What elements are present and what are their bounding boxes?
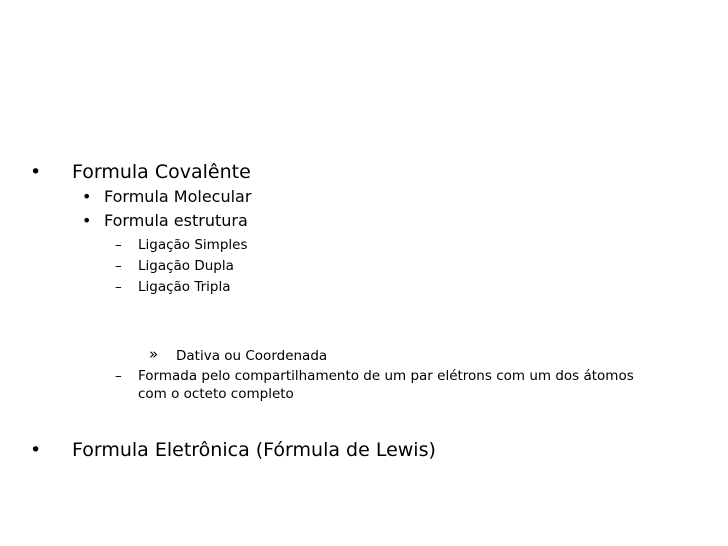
- bullet-dot-icon: •: [82, 187, 92, 206]
- bullet-dot-icon: •: [30, 439, 42, 461]
- item-formula-covalente: Formula Covalênte: [72, 161, 251, 183]
- item-formada-line2: com o octeto completo: [138, 386, 294, 402]
- bullet-dash-icon: –: [115, 237, 122, 253]
- item-formula-molecular: Formula Molecular: [104, 187, 252, 206]
- bullet-dot-icon: •: [30, 161, 42, 183]
- item-ligacao-simples: Ligação Simples: [138, 237, 248, 253]
- item-ligacao-dupla: Ligação Dupla: [138, 258, 234, 274]
- bullet-dash-icon: –: [115, 368, 122, 384]
- bullet-dot-icon: •: [82, 211, 92, 230]
- item-dativa-coordenada: Dativa ou Coordenada: [176, 348, 328, 364]
- item-formula-estrutura: Formula estrutura: [104, 211, 248, 230]
- bullet-dash-icon: –: [115, 279, 122, 295]
- bullet-dash-icon: –: [115, 258, 122, 274]
- item-formula-eletronica: Formula Eletrônica (Fórmula de Lewis): [72, 439, 436, 461]
- item-ligacao-tripla: Ligação Tripla: [138, 279, 231, 295]
- item-formada-line1: Formada pelo compartilhamento de um par elétrons com um dos átomos: [138, 368, 634, 384]
- bullet-guillemet-icon: »: [149, 345, 159, 363]
